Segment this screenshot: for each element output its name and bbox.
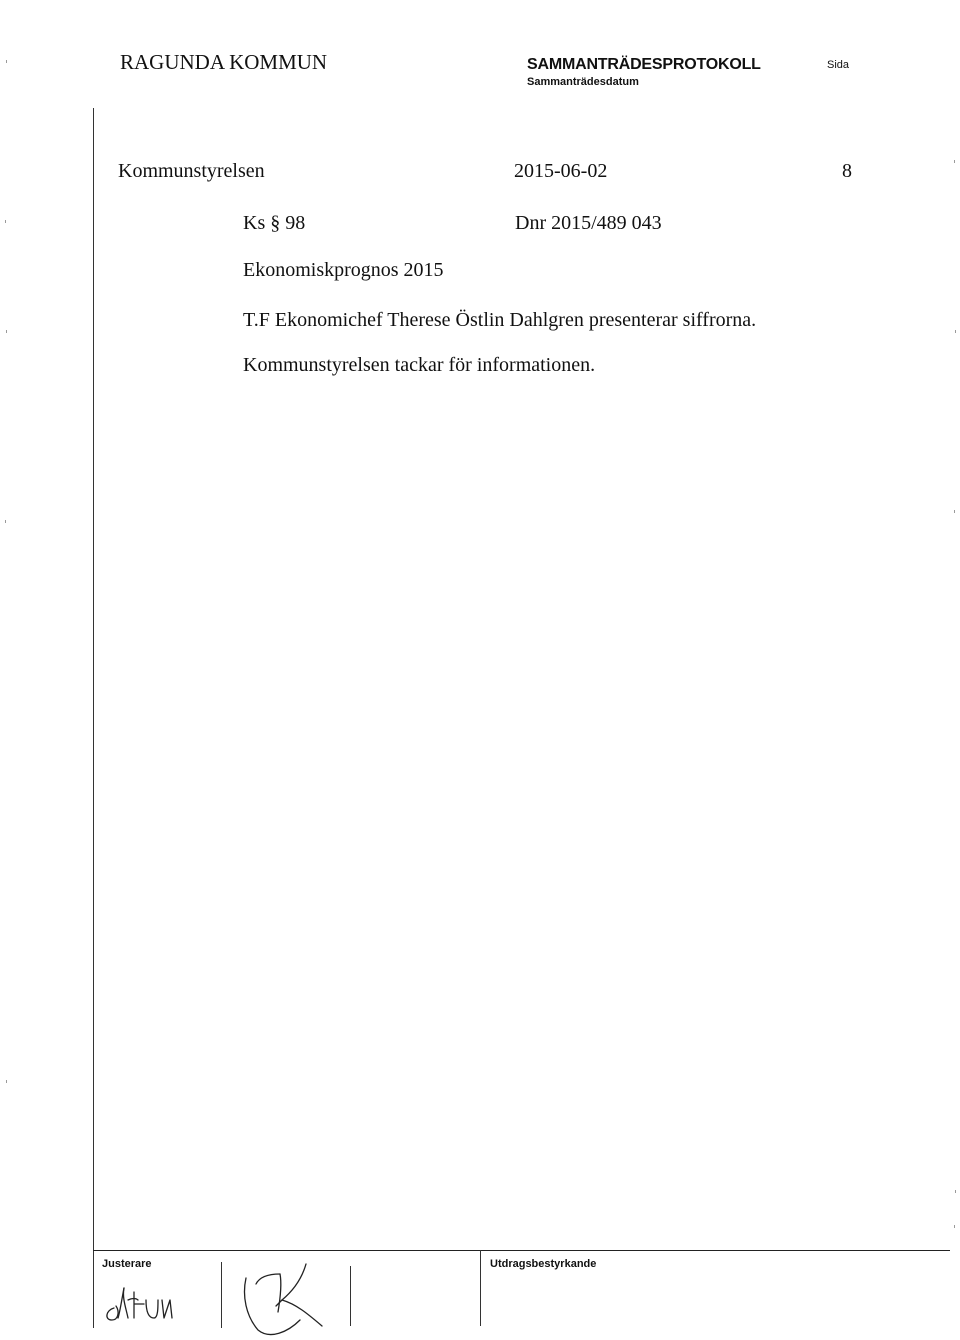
justerare-label: Justerare <box>102 1258 152 1270</box>
signature-initials-2 <box>236 1256 336 1336</box>
paragraph-reference: Ks § 98 <box>243 212 306 234</box>
committee-name: Kommunstyrelsen <box>118 160 265 182</box>
page-label: Sida <box>827 59 850 71</box>
body-paragraph: T.F Ekonomichef Therese Östlin Dahlgren presenterar siffrorna. <box>243 309 757 331</box>
body-paragraph: Kommunstyrelsen tackar för informationen. <box>243 354 596 376</box>
signature-initials-1 <box>100 1278 180 1328</box>
footer-rule <box>93 1250 950 1251</box>
footer-divider <box>350 1266 351 1326</box>
left-margin-rule <box>93 108 94 1328</box>
footer-divider <box>221 1262 222 1328</box>
diary-number: Dnr 2015/489 043 <box>515 212 662 234</box>
certification-label: Utdragsbestyrkande <box>490 1258 597 1270</box>
item-title: Ekonomiskprognos 2015 <box>243 259 444 281</box>
meeting-date-label: Sammanträdesdatum <box>527 76 639 88</box>
meeting-date: 2015-06-02 <box>514 160 608 182</box>
organization-name: RAGUNDA KOMMUN <box>120 50 328 74</box>
page-number: 8 <box>842 160 852 182</box>
document-type: SAMMANTRÄDESPROTOKOLL <box>527 56 761 73</box>
footer-divider <box>480 1250 481 1326</box>
